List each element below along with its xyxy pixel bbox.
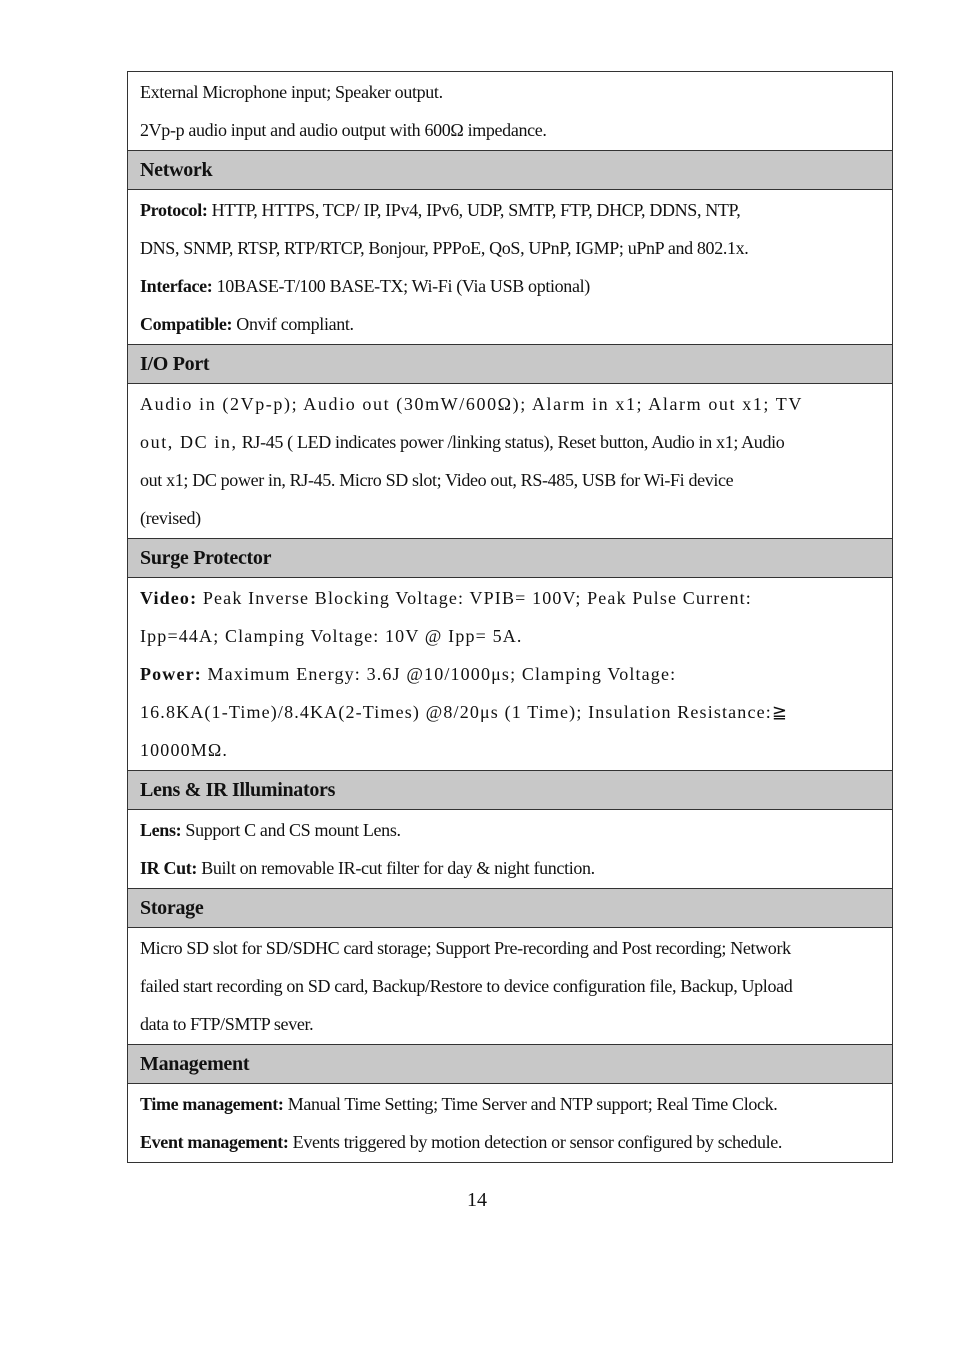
surge-heading: Surge Protector [128, 539, 893, 578]
section-header-management [128, 1045, 893, 1084]
section-header-storage [128, 889, 893, 928]
io-line-4: (revised) [140, 508, 201, 528]
event-management-label: Event management: [140, 1132, 289, 1152]
storage-line-1: Micro SD slot for SD/SDHC card storage; Support Pre-recording and Post recording; Network [140, 938, 791, 958]
io-port-heading: I/O Port [128, 345, 893, 384]
io-line-2 [140, 423, 880, 461]
page-number: 14 [467, 1189, 487, 1211]
time-management-value: Manual Time Setting; Time Server and NTP support; Real Time Clock. [283, 1094, 778, 1114]
compatible-line [140, 305, 880, 343]
storage-cell [128, 928, 893, 1045]
power-line-2: 16.8KA(1-Time)/8.4KA(2-Times) @8/20μs (1 Time); Insulation Resistance:≧ [140, 702, 789, 722]
surge-row [128, 578, 893, 771]
io-line-2-spaced: out, DC in, [140, 432, 238, 452]
power-line-1 [140, 655, 880, 693]
section-header-lens [128, 771, 893, 810]
section-header-io-port [128, 345, 893, 384]
lens-line [140, 811, 880, 849]
network-heading: Network [128, 151, 893, 190]
io-port-cell [128, 384, 893, 539]
audio-line-1: External Microphone input; Speaker output. [140, 82, 443, 102]
surge-cell [128, 578, 893, 771]
time-management-label: Time management: [140, 1094, 284, 1114]
compatible-value: Onvif compliant. [232, 314, 354, 334]
interface-line [140, 267, 880, 305]
storage-heading: Storage [128, 889, 893, 928]
io-line-3: out x1; DC power in, RJ-45. Micro SD slot; Video out, RS-485, USB for Wi-Fi device [140, 470, 734, 490]
section-header-surge [128, 539, 893, 578]
power-value-1: Maximum Energy: 3.6J @10/1000μs; Clamping Voltage: [201, 664, 677, 684]
protocol-value-1: HTTP, HTTPS, TCP/ IP, IPv4, IPv6, UDP, SMTP, FTP, DHCP, DDNS, NTP, [207, 200, 741, 220]
video-label: Video: [140, 588, 198, 608]
audio-cell [128, 72, 893, 151]
storage-line-2: failed start recording on SD card, Backup/Restore to device configuration file, Backup, Upload [140, 976, 793, 996]
io-line-2-rest: RJ-45 ( LED indicates power /linking status), Reset button, Audio in x1; Audio [237, 432, 785, 452]
interface-label: Interface: [140, 276, 213, 296]
section-header-network [128, 151, 893, 190]
video-line-1 [140, 579, 880, 617]
protocol-line-2: DNS, SNMP, RTSP, RTP/RTCP, Bonjour, PPPoE, QoS, UPnP, IGMP; uPnP and 802.1x. [140, 238, 749, 258]
event-management-line [140, 1123, 880, 1161]
lens-heading: Lens & IR Illuminators [128, 771, 893, 810]
io-line-1: Audio in (2Vp-p); Audio out (30mW/600Ω); Alarm in x1; Alarm out x1; TV [140, 394, 804, 414]
io-port-row [128, 384, 893, 539]
network-row [128, 190, 893, 345]
lens-cell [128, 810, 893, 889]
ircut-value: Built on removable IR-cut filter for day & night function. [197, 858, 595, 878]
video-line-2: Ipp=44A; Clamping Voltage: 10V @ Ipp= 5A. [140, 626, 523, 646]
lens-label: Lens: [140, 820, 182, 840]
management-cell [128, 1084, 893, 1163]
ircut-line [140, 849, 880, 887]
storage-line-3: data to FTP/SMTP sever. [140, 1014, 314, 1034]
lens-value: Support C and CS mount Lens. [181, 820, 401, 840]
audio-line-2: 2Vp-p audio input and audio output with 600Ω impedance. [140, 120, 547, 140]
interface-value: 10BASE-T/100 BASE-TX; Wi-Fi (Via USB optional) [212, 276, 590, 296]
event-management-value: Events triggered by motion detection or sensor configured by schedule. [288, 1132, 783, 1152]
management-heading: Management [128, 1045, 893, 1084]
video-value-1: Peak Inverse Blocking Voltage: VPIB= 100V; Peak Pulse Current: [197, 588, 752, 608]
protocol-line-1 [140, 191, 880, 229]
spec-table [127, 71, 893, 1163]
power-label: Power: [140, 664, 202, 684]
power-line-3: 10000MΩ. [140, 740, 229, 760]
management-row [128, 1084, 893, 1163]
storage-row [128, 928, 893, 1045]
ircut-label: IR Cut: [140, 858, 198, 878]
network-cell [128, 190, 893, 345]
protocol-label: Protocol: [140, 200, 208, 220]
time-management-line [140, 1085, 880, 1123]
lens-row [128, 810, 893, 889]
compatible-label: Compatible: [140, 314, 233, 334]
audio-row [128, 72, 893, 151]
